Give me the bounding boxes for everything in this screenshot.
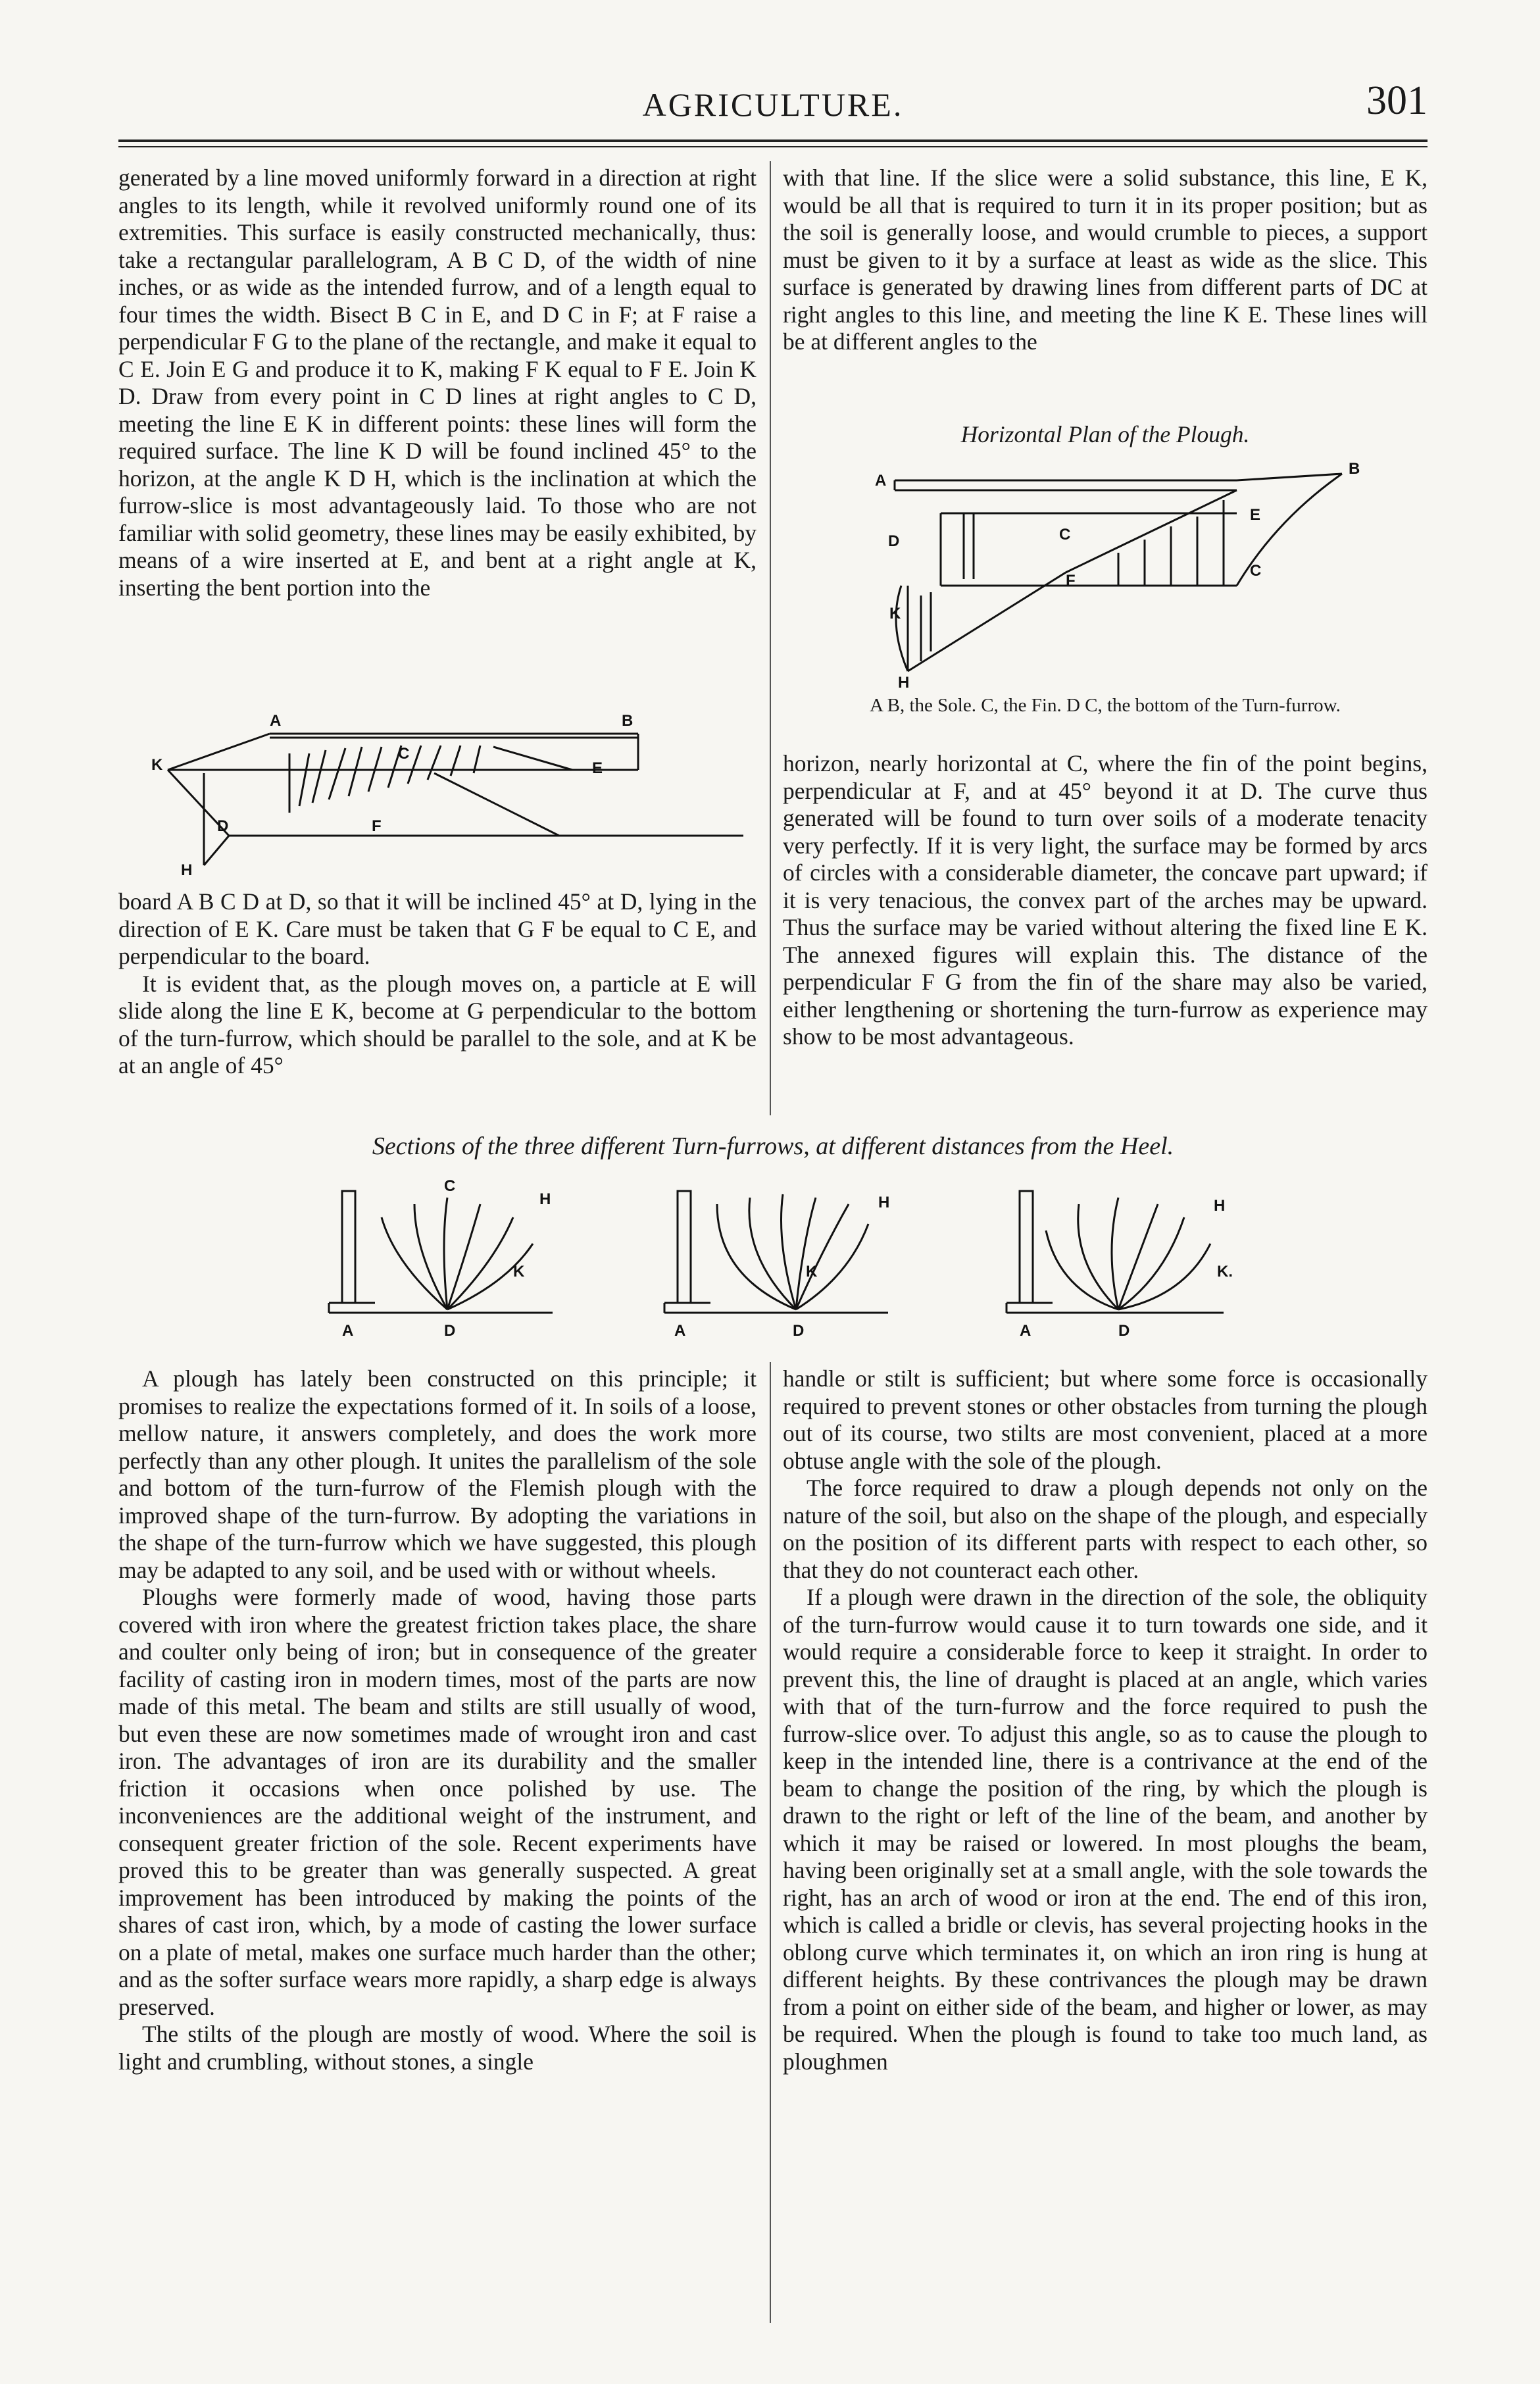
- label-h: H: [539, 1190, 551, 1208]
- paragraph: The stilts of the plough are mostly of wood. Where the soil is light and crumbling, without stones, a single: [118, 2021, 757, 2075]
- paragraph: board A B C D at D, so that it will be inclined 45° at D, lying in the direction of E K. Care must be taken that G F be equal to C E, and perpendicular to the board.: [118, 888, 757, 969]
- label-h: H: [898, 674, 910, 691]
- label-a: A: [342, 1322, 354, 1340]
- label-h: H: [1214, 1197, 1226, 1215]
- page-number: 301: [1366, 78, 1428, 123]
- label-c: C: [1059, 526, 1071, 544]
- label-a: A: [1020, 1322, 1031, 1340]
- label-h: H: [878, 1194, 890, 1211]
- label-c: C: [398, 745, 410, 763]
- section-figure-2: [651, 1178, 928, 1342]
- paragraph: If a plough were drawn in the direction of the sole, the obliquity of the turn-furrow would cause it to turn towards one side, and it would require a considerable force to keep it straight. In order to prevent this, the line of draught is placed at an angle, which varies with that of the turn-furrow and the force required to push the furrow-slice over. To adjust this angle, so as to cause the plough to keep in the intended line, there is a contrivance at the end of the beam to change the position of the ring, by which the plough is drawn to the right or left of the line of the beam, and another by which it may be raised or lowered. In most ploughs the beam, having been originally set at a small angle, with the sole towards the right, has an arch of wood or iron at the end. The end of this iron, which is called a bridle or clevis, has several projecting hooks in the oblong curve which terminates it, on which an iron ring is hung at different heights. By these contrivances the plough may be drawn from a point on either side of the beam, and higher or lower, as may be required. When the plough is found to take too much land, as ploughmen: [783, 1584, 1428, 2075]
- column-divider: [770, 161, 771, 1115]
- label-k: K.: [1217, 1263, 1233, 1281]
- column-divider: [770, 1362, 771, 2323]
- label-f: F: [372, 817, 382, 835]
- label-c: C: [444, 1178, 456, 1195]
- paragraph: generated by a line moved uniformly forward in a direction at right angles to its length, while it revolved uniformly round one of its extremities. This surface is easily constructed mechanically, thus: take a rectangular parallelogram, A B C D, of the width of nine inches, or as wide as the intended furrow, and of a length equal to four times the width. Bisect B C in E, and D C in F; at F raise a perpendicular F G to the plane of the rectangle, and make it equal to C E. Join E G and produce it to K, making F K equal to F E. Join K D. Draw from every point in C D lines at right angles to C D, meeting the line E K in different points: these lines will form the required surface. The line K D will be found inclined 45° to the horizon, at the angle K D H, which is the inclination at which the furrow-slice is most advantageously laid. To those who are not familiar with solid geometry, these lines may be easily exhibited, by means of a wire inserted at E, and bent at a right angle at K, inserting the bent portion into the: [118, 165, 757, 601]
- figure-caption: Horizontal Plan of the Plough.: [960, 421, 1250, 447]
- horizontal-plan-figure: [868, 454, 1381, 691]
- label-h: H: [181, 861, 193, 879]
- header-rule: [118, 139, 1428, 142]
- label-e: E: [592, 759, 603, 777]
- sections-caption: Sections of the three different Turn-furrows, at different distances from the Heel.: [372, 1132, 1174, 1160]
- paragraph: Ploughs were formerly made of wood, having those parts covered with iron where the greatest friction takes place, the share and coulter only being of iron; but in consequence of the greater facility of casting iron in modern times, most of the parts are now made of this metal. The beam and stilts are still usually of wood, but even these are now sometimes made of wrought iron and cast iron. The advantages of iron are its durability and the smaller friction it occasions when once polished by use. The inconveniences are the additional weight of the instrument, and consequent greater friction of the sole. Recent experiments have proved this to be greater than was generally suspected. A great improvement has been introduced by making the points of the shares of cast iron, which, by a mode of casting the lower surface on a plate of metal, makes one surface much harder than the other; and as the softer surface wears more rapidly, a sharp edge is always preserved.: [118, 1584, 757, 2020]
- top-left-column-cont: [118, 888, 757, 1080]
- paragraph: handle or stilt is sufficient; but where some force is occasionally required to prevent stones or other obstacles from turning the plough out of its course, two stilts are most convenient, placed at a more obtuse angle with the sole of the plough.: [783, 1365, 1428, 1474]
- paragraph: horizon, nearly horizontal at C, where the fin of the point begins, perpendicular at F, and at 45° beyond it at D. The curve thus generated will be found to turn over soils of a moderate tenacity very perfectly. If it is very light, the surface may be formed by arcs of circles with a considerable diameter, the concave part upward; if it is very tenacious, the convex part of the arches may be upward. Thus the surface may be varied without altering the fixed line E K. The annexed figures will explain this. The distance of the perpendicular F G from the fin of the share may also be varied, either lengthening or shortening the turn-furrow as experience may show to be most advantageous.: [783, 750, 1428, 1050]
- label-k: K: [889, 605, 901, 622]
- label-b: B: [1349, 460, 1360, 478]
- oblique-plan-figure: [151, 707, 743, 885]
- bottom-left-column: [118, 1365, 757, 2075]
- top-right-column-cont: [783, 750, 1428, 1051]
- label-e: E: [1250, 506, 1261, 524]
- label-a: A: [875, 472, 887, 490]
- label-f: F: [1066, 572, 1076, 590]
- label-d: D: [1118, 1322, 1130, 1340]
- header-rule-thin: [118, 146, 1428, 147]
- paragraph: It is evident that, as the plough moves on, a particle at E will slide along the line E K, become at G perpendicular to the bottom of the turn-furrow, which should be parallel to the sole, and at K be at an angle of 45°: [118, 970, 757, 1078]
- figure-legend: A B, the Sole. C, the Fin. D C, the bottom of the Turn-furrow.: [870, 695, 1341, 716]
- label-a: A: [270, 712, 282, 730]
- label-d: D: [888, 532, 900, 550]
- paragraph: The force required to draw a plough depends not only on the nature of the soil, but also on the shape of the plough, and especially on the position of its different parts with respect to each other, so that they do not counteract each other.: [783, 1475, 1428, 1583]
- label-k: K: [151, 756, 163, 774]
- label-d: D: [793, 1322, 805, 1340]
- page-header: [118, 78, 1428, 138]
- bottom-right-column: [783, 1365, 1428, 2075]
- paragraph: A plough has lately been constructed on this principle; it promises to realize the expectations formed of it. In soils of a loose, mellow nature, it answers completely, and does the work more perfectly than any other plough. It unites the parallelism of the sole and bottom of the turn-furrow of the Flemish plough with the improved shape of the turn-furrow. By adopting the variations in the shape of the turn-furrow which we have suggested, this plough may be adapted to any soil, and be used with or without wheels.: [118, 1365, 757, 1583]
- top-left-column: [118, 165, 757, 601]
- section-figure-1: [316, 1178, 592, 1342]
- label-d: D: [444, 1322, 456, 1340]
- label-k: K: [513, 1263, 525, 1281]
- label-b: B: [622, 712, 633, 730]
- top-right-column: [783, 165, 1428, 356]
- label-k: K: [806, 1263, 818, 1281]
- running-head: AGRICULTURE.: [642, 86, 904, 123]
- label-d: D: [217, 817, 229, 835]
- label-a: A: [674, 1322, 686, 1340]
- section-figure-3: [987, 1178, 1263, 1342]
- paragraph: with that line. If the slice were a solid substance, this line, E K, would be all that is required to turn it in its proper position; but as the soil is generally loose, and would crumble to pieces, a support must be given to it by a surface at least as wide as the slice. This surface is generated by drawing lines from different parts of DC at right angles to this line, and meeting the line K E. These lines will be at different angles to the: [783, 165, 1428, 355]
- label-c2: C: [1250, 562, 1262, 580]
